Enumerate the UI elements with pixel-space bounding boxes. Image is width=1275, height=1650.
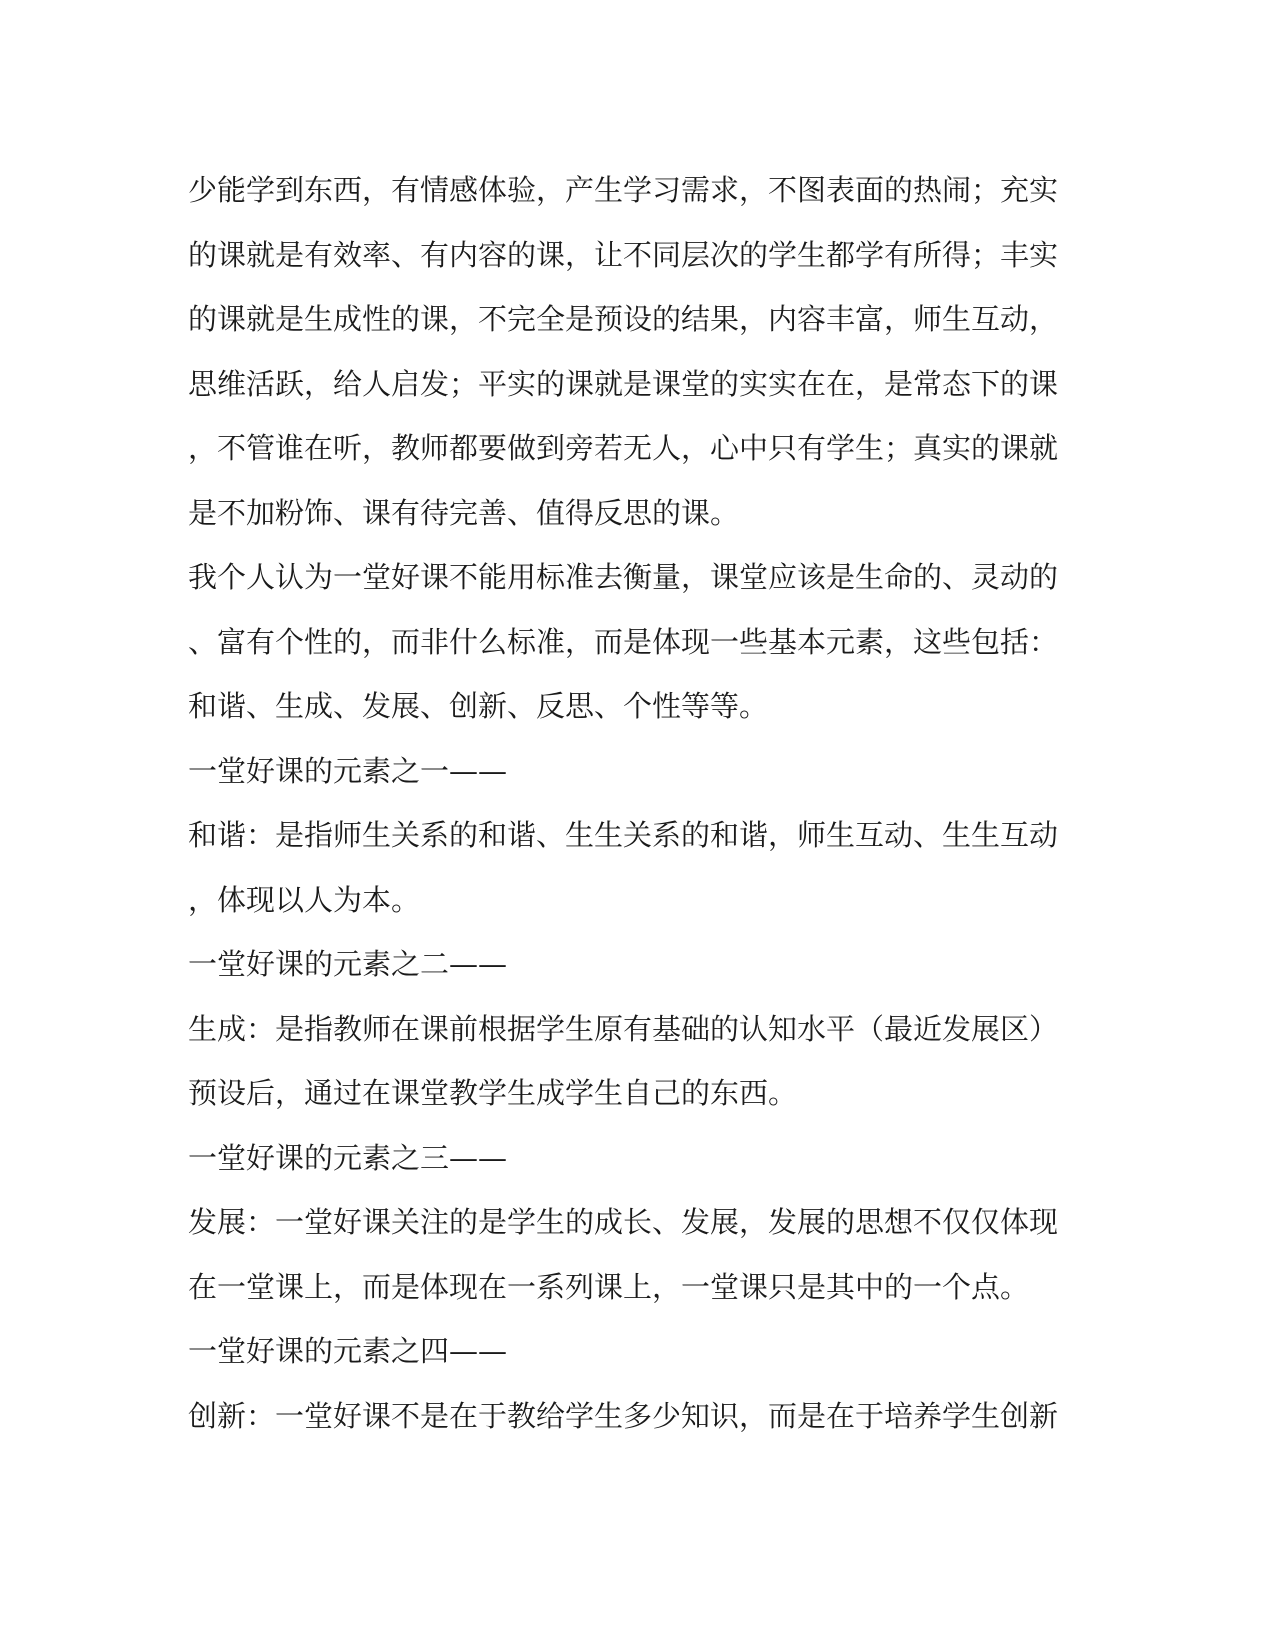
text-line: 少能学到东西，有情感体验，产生学习需求，不图表面的热闹；充实 — [188, 173, 1059, 207]
section-heading: 一堂好课的元素之一—— — [188, 753, 508, 788]
text-line: 发展：一堂好课关注的是学生的成长、发展，发展的思想不仅仅体现 — [188, 1205, 1059, 1239]
text-line: 和谐、生成、发展、创新、反思、个性等等。 — [188, 689, 769, 723]
section-heading: 一堂好课的元素之四—— — [188, 1334, 508, 1368]
text-line: 、富有个性的，而非什么标准，而是体现一些基本元素，这些包括： — [188, 624, 1059, 659]
text-line: 是不加粉饰、课有待完善、值得反思的课。 — [188, 495, 740, 530]
text-line: 创新：一堂好课不是在于教给学生多少知识，而是在于培养学生创新 — [188, 1398, 1059, 1433]
text-line: 生成：是指教师在课前根据学生原有基础的认知水平（最近发展区） — [188, 1011, 1059, 1046]
section-heading: 一堂好课的元素之二—— — [188, 947, 508, 981]
text-line: 在一堂课上，而是体现在一系列课上，一堂课只是其中的一个点。 — [188, 1269, 1030, 1304]
section-heading: 一堂好课的元素之三—— — [188, 1140, 508, 1175]
text-line: 思维活跃，给人启发；平实的课就是课堂的实实在在，是常态下的课 — [188, 366, 1059, 401]
text-line: 的课就是生成性的课，不完全是预设的结果，内容丰富，师生互动， — [188, 302, 1059, 336]
text-line: 我个人认为一堂好课不能用标准去衡量，课堂应该是生命的、灵动的 — [188, 560, 1059, 594]
text-line: 预设后，通过在课堂教学生成学生自己的东西。 — [188, 1076, 798, 1110]
text-line: 的课就是有效率、有内容的课，让不同层次的学生都学有所得；丰实 — [188, 237, 1059, 272]
text-line: 和谐：是指师生关系的和谐、生生关系的和谐，师生互动、生生互动 — [188, 818, 1059, 852]
document-body — [188, 158, 1068, 1448]
text-line: ，不管谁在听，教师都要做到旁若无人，心中只有学生；真实的课就 — [188, 431, 1059, 465]
text-line: ，体现以人为本。 — [188, 882, 421, 917]
